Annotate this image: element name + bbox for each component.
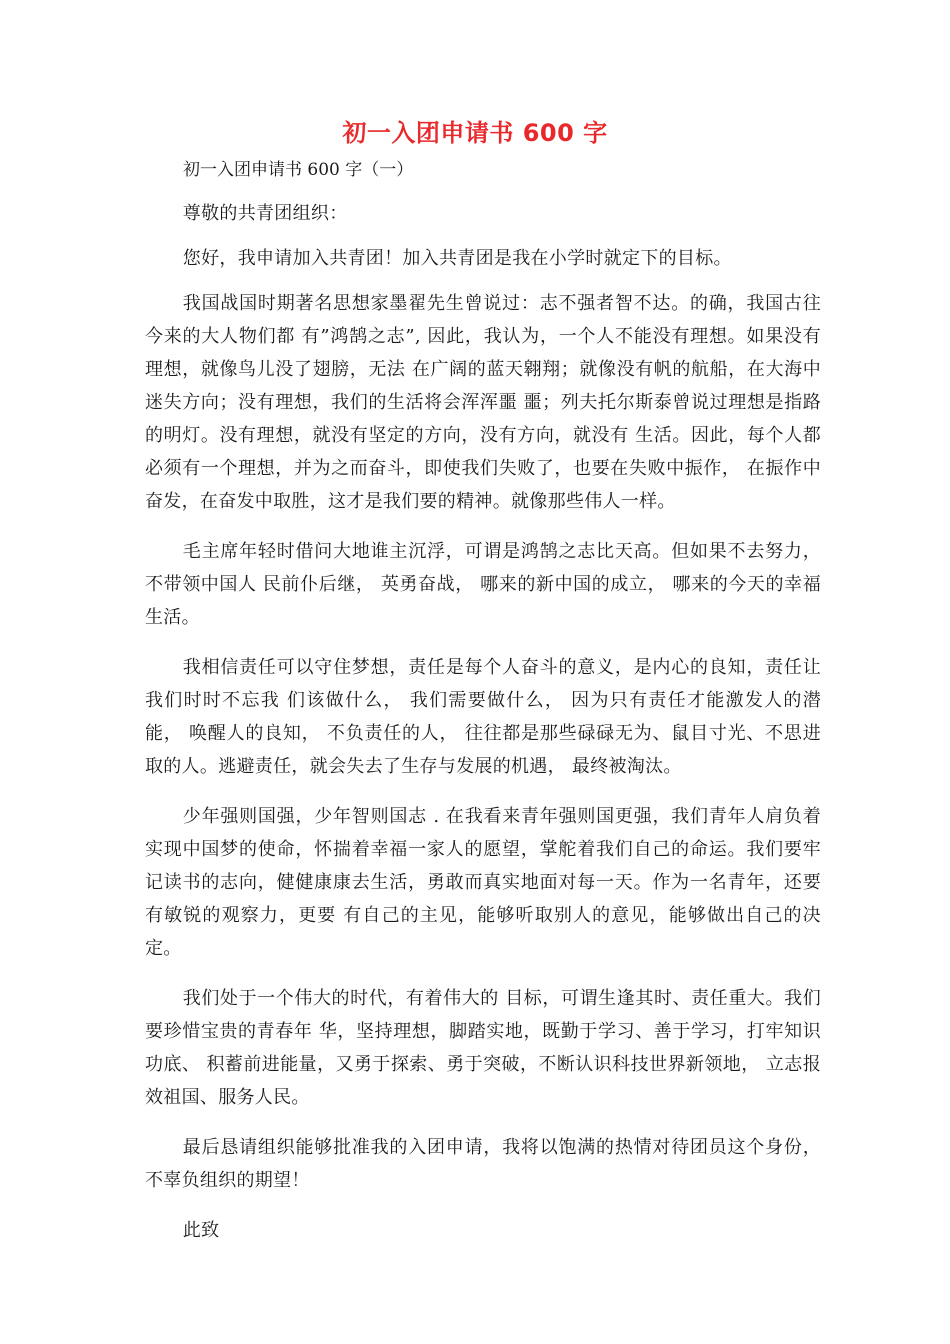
paragraph-era: 我们处于一个伟大的时代，有着伟大的 目标，可谓生逢其时、责任重大。我们要珍惜宝贵的青春年 华，坚持理想，脚踏实地，既勤于学习、善于学习，打牢知识功底、 积蓄前进能量，又勇于探索、勇于突破，不断认识科技世界新领地， 立志报效祖国、服务人民。 xyxy=(145,988,821,1108)
paragraph-greeting: 您好，我申请加入共青团！加入共青团是我在小学时就定下的目标。 xyxy=(182,248,732,269)
paragraph-request: 最后恳请组织能够批准我的入团申请，我将以饱满的热情对待团员这个身份，不辜负组织的期望！ xyxy=(145,1137,821,1191)
salutation: 尊敬的共青团组织： xyxy=(182,203,348,224)
paragraph-ideal: 我国战国时期著名思想家墨翟先生曾说过：志不强者智不达。的确，我国古往今来的大人物们都 有”鸿鹄之志”, 因此，我认为，一个人不能没有理想。如果没有理想，就像鸟儿没了翅膀，无法 在广阔的蓝天翱翔；就像没有帆的航船，在大海中迷失方向；没有理想，我们的生活将会浑浑噩 噩；列夫托尔斯泰曾说过理想是指路的明灯。没有理想，就没有坚定的方向，没有方向，就没有 生活。因此，每个人都必须有一个理想，并为之而奋斗，即使我们失败了，也要在失败中振作， 在振作中奋发，在奋发中取胜，这才是我们要的精神。就像那些伟人一样。 xyxy=(145,293,821,512)
paragraph-youth: 少年强则国强，少年智则国志 . 在我看来青年强则国更强，我们青年人肩负着实现中国梦的使命，怀揣着幸福一家人的愿望，掌舵着我们自己的命运。我们要牢记读书的志向，健健康康去生活，勇敢而真实地面对每一天。作为一名青年，还要有敏锐的观察力，更要 有自己的主见，能够听取别人的意见，能够做出自己的决定。 xyxy=(145,806,821,959)
paragraph-chairman-mao: 毛主席年轻时借问大地谁主沉浮，可谓是鸿鹄之志比天高。但如果不去努力，不带领中国人 民前仆后继， 英勇奋战， 哪来的新中国的成立， 哪来的今天的幸福生活。 xyxy=(145,541,821,628)
document-title: 初一入团申请书 600 字 xyxy=(342,119,608,147)
document-body xyxy=(145,197,821,1264)
paragraph-responsibility: 我相信责任可以守住梦想，责任是每个人奋斗的意义，是内心的良知，责任让我们时时不忘我 们该做什么， 我们需要做什么， 因为只有责任才能激发人的潜能， 唤醒人的良知， 不负责任的人， 往往都是那些碌碌无为、鼠目寸光、不思进取的人。逃避责任，就会失去了生存与发展的机遇， 最终被淘汰。 xyxy=(145,657,821,777)
document-subtitle: 初一入团申请书 600 字（一） xyxy=(183,160,414,180)
closing-salute: 此致 xyxy=(182,1220,220,1241)
